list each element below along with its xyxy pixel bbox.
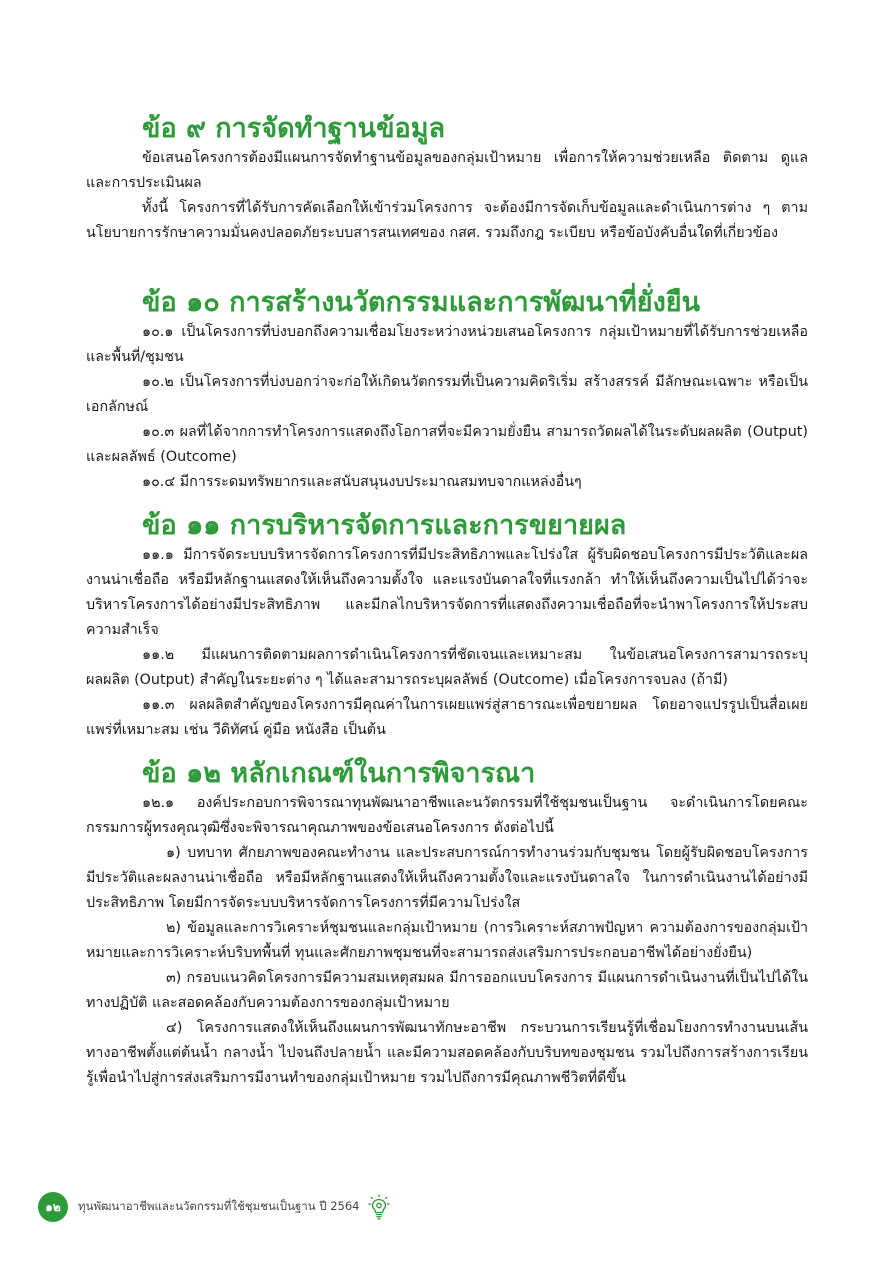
section-9-title: ข้อ ๙ การจัดทำฐานข้อมูล	[142, 113, 446, 144]
section-12-para-1: ๑๒.๑ องค์ประกอบการพิจารณาทุนพัฒนาอาชีพและนวัตกรรมที่ใช้ชุมชนเป็นฐาน จะดำเนินการโดยคณะกรรมการผู้ทรงคุณวุฒิซึ่งจะพิจารณาคุณภาพของข้อเสนอโครงการ ดังต่อไปนี้	[86, 795, 808, 836]
section-11-para-3: ๑๑.๓ ผลผลิตสำคัญของโครงการมีคุณค่าในการเผยแพร่สู่สาธารณะเพื่อขยายผล โดยอาจแปรรูปเป็นสื่อเผยแพร่ที่เหมาะสม เช่น วีดิทัศน์ คู่มือ หนังสือ เป็นต้น	[86, 697, 808, 738]
section-10-para-1: ๑๐.๑ เป็นโครงการที่บ่งบอกถึงความเชื่อมโยงระหว่างหน่วยเสนอโครงการ กลุ่มเป้าหมายที่ได้รับการช่วยเหลือและพื้นที่/ชุมชน	[86, 324, 808, 365]
section-10-para-2: ๑๐.๒ เป็นโครงการที่บ่งบอกว่าจะก่อให้เกิดนวัตกรรมที่เป็นความคิดริเริ่ม สร้างสรรค์ มีลักษณะเฉพาะ หรือเป็นเอกลักษณ์	[86, 374, 808, 415]
section-11-title: ข้อ ๑๑ การบริหารจัดการและการขยายผล	[142, 510, 627, 541]
section-11-para-2: ๑๑.๒ มีแผนการติดตามผลการดำเนินโครงการที่ชัดเจนและเหมาะสม ในข้อเสนอโครงการสามารถระบุ ผลผลิต (Output) สำคัญในระยะต่าง ๆ ได้และสามารถระบุผลลัพธ์ (Outcome) เมื่อโครงการจบลง (ถ้ามี)	[86, 647, 808, 688]
section-11-para-1: ๑๑.๑ มีการจัดระบบบริหารจัดการโครงการที่มีประสิทธิภาพและโปร่งใส ผู้รับผิดชอบโครงการมีประวัติและผลงานน่าเชื่อถือ หรือมีหลักฐานแสดงให้เห็นถึงความตั้งใจ และแรงบันดาลใจที่แรงกล้า ทำให้เห็นถึงความเป็นไปได้ว่าจะบริหารโครงการได้อย่างมีประสิทธิภาพ และมีกลไกบริหารจัดการที่แสดงถึงความเชื่อถือที่จะนำพาโครงการให้ประสบความสำเร็จ	[86, 547, 808, 638]
section-10-para-4: ๑๐.๔ มีการระดมทรัพยากรและสนับสนุนงบประมาณสมทบจากแหล่งอื่นๆ	[142, 474, 582, 490]
section-10-title: ข้อ ๑๐ การสร้างนวัตกรรมและการพัฒนาที่ยั่งยืน	[142, 287, 701, 318]
section-12-item-2: ๒) ข้อมูลและการวิเคราะห์ชุมชนและกลุ่มเป้าหมาย (การวิเคราะห์สภาพปัญหา ความต้องการของกลุ่มเป้าหมายและการวิเคราะห์บริบทพื้นที่ ทุนและศักยภาพชุมชนที่จะสามารถส่งเสริมการประกอบอาชีพได้อย่างยั่งยืน)	[86, 920, 808, 961]
lightbulb-gear-icon	[368, 1194, 390, 1220]
spacer	[86, 246, 808, 286]
section-9-para-1: ข้อเสนอโครงการต้องมีแผนการจัดทำฐานข้อมูลของกลุ่มเป้าหมาย เพื่อการให้ความช่วยเหลือ ติดตาม ดูแล และการประเมินผล	[86, 150, 808, 191]
section-12-title: ข้อ ๑๒ หลักเกณฑ์ในการพิจารณา	[142, 758, 536, 789]
section-10-para-3: ๑๐.๓ ผลที่ได้จากการทำโครงการแสดงถึงโอกาสที่จะมีความยั่งยืน สามารถวัดผลได้ในระดับผลผลิต (Output) และผลลัพธ์ (Outcome)	[86, 424, 808, 465]
section-12-item-4: ๔) โครงการแสดงให้เห็นถึงแผนการพัฒนาทักษะอาชีพ กระบวนการเรียนรู้ที่เชื่อมโยงการทำงานบนเส้นทางอาชีพตั้งแต่ต้นน้ำ กลางน้ำ ไปจนถึงปลายน้ำ และมีความสอดคล้องกับบริบทของชุมชน รวมไปถึงการสร้างการเรียนรู้เพื่อนำไปสู่การส่งเสริมการมีงานทำของกลุ่มเป้าหมาย รวมไปถึงการมีคุณภาพชีวิตที่ดีขึ้น	[86, 1020, 808, 1086]
spacer	[86, 743, 808, 757]
section-12-item-3: ๓) กรอบแนวคิดโครงการมีความสมเหตุสมผล มีการออกแบบโครงการ มีแผนการดำเนินงานที่เป็นไปได้ในทางปฏิบัติ และสอดคล้องกับความต้องการของกลุ่มเป้าหมาย	[86, 970, 808, 1011]
section-9-para-2: ทั้งนี้ โครงการที่ได้รับการคัดเลือกให้เข้าร่วมโครงการ จะต้องมีการจัดเก็บข้อมูลและดำเนินการต่าง ๆ ตามนโยบายการรักษาความมั่นคงปลอดภัยระบบสารสนเทศของ กสศ. รวมถึงกฎ ระเบียบ หรือข้อบังคับอื่นใดที่เกี่ยวข้อง	[86, 200, 808, 241]
page-footer	[38, 1192, 390, 1222]
document-page	[86, 112, 808, 1091]
spacer	[86, 495, 808, 509]
section-12-item-1: ๑) บทบาท ศักยภาพของคณะทำงาน และประสบการณ์การทำงานร่วมกับชุมชน โดยผู้รับผิดชอบโครงการมีประวัติและผลงานน่าเชื่อถือ หรือมีหลักฐานแสดงให้เห็นถึงความตั้งใจและแรงบันดาลใจ ในการดำเนินงานได้อย่างมีประสิทธิภาพ โดยมีการจัดระบบบริหารจัดการโครงการที่มีความโปร่งใส	[86, 845, 808, 911]
page-number-badge: ๑๒	[38, 1192, 68, 1222]
footer-title: ทุนพัฒนาอาชีพและนวัตกรรมที่ใช้ชุมชนเป็นฐาน ปี 2564	[78, 1199, 360, 1213]
